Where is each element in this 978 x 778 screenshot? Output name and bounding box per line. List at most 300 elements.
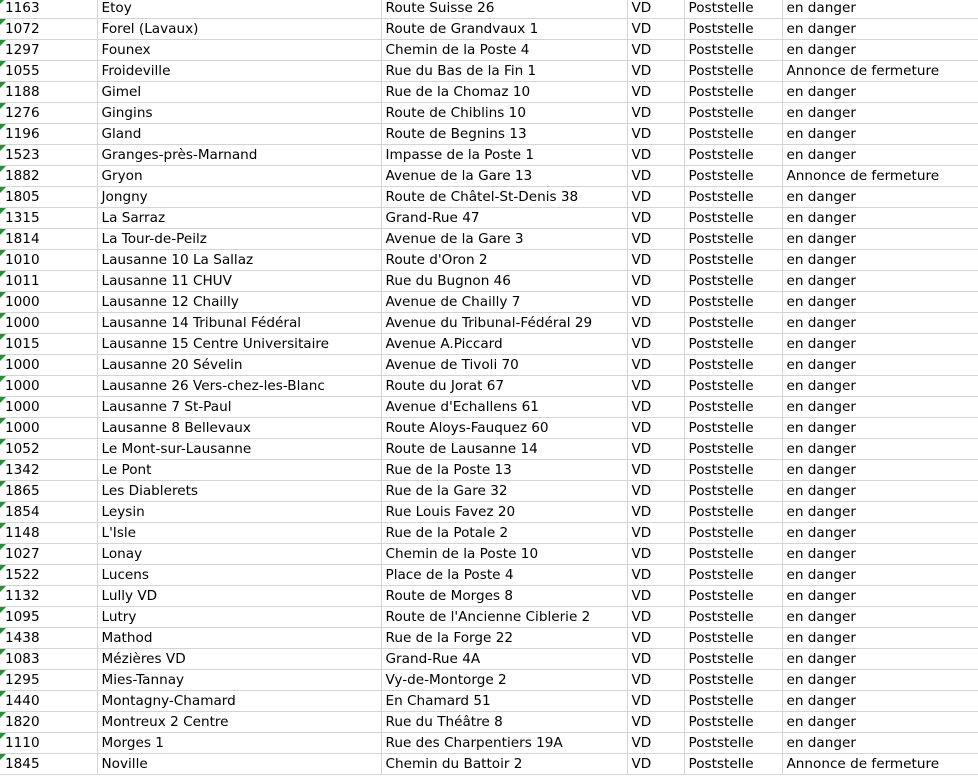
cell-address[interactable]: Avenue de Chailly 7 — [381, 292, 627, 313]
cell-canton[interactable]: VD — [627, 523, 684, 544]
cell-locality[interactable]: Montreux 2 Centre — [97, 712, 381, 733]
cell-type[interactable]: Poststelle — [684, 271, 782, 292]
cell-locality[interactable]: Lausanne 26 Vers-chez-les-Blanc — [97, 376, 381, 397]
table-row — [0, 208, 978, 229]
cell-locality[interactable]: Le Pont — [97, 460, 381, 481]
table-row — [0, 124, 978, 145]
table-row — [0, 271, 978, 292]
cell-locality[interactable]: Mathod — [97, 628, 381, 649]
cell-status[interactable]: en danger — [782, 544, 978, 565]
cell-type[interactable]: Poststelle — [684, 439, 782, 460]
table-row — [0, 376, 978, 397]
cell-address[interactable]: Chemin de la Poste 4 — [381, 40, 627, 61]
cell-npa[interactable] — [0, 460, 97, 481]
cell-locality[interactable]: Lausanne 11 CHUV — [97, 271, 381, 292]
cell-text: 1055 — [5, 63, 40, 79]
cell-locality[interactable]: Mies-Tannay — [97, 670, 381, 691]
cell-address[interactable]: Rue du Bugnon 46 — [381, 271, 627, 292]
cell-locality[interactable]: Lonay — [97, 544, 381, 565]
table-row — [0, 628, 978, 649]
cell-locality[interactable]: Granges-près-Marnand — [97, 145, 381, 166]
cell-canton[interactable]: VD — [627, 460, 684, 481]
cell-npa[interactable] — [0, 502, 97, 523]
cell-address[interactable]: Rue de la Potale 2 — [381, 523, 627, 544]
cell-status[interactable]: en danger — [782, 103, 978, 124]
cell-npa[interactable] — [0, 292, 97, 313]
number-as-text-flag-icon — [0, 754, 6, 760]
number-as-text-flag-icon — [0, 208, 6, 214]
cell-npa[interactable] — [0, 628, 97, 649]
cell-text: 1011 — [5, 273, 40, 289]
cell-address[interactable]: Avenue d'Echallens 61 — [381, 397, 627, 418]
cell-status[interactable]: en danger — [782, 628, 978, 649]
cell-npa[interactable] — [0, 565, 97, 586]
cell-locality[interactable]: L'Isle — [97, 523, 381, 544]
cell-status[interactable]: en danger — [782, 145, 978, 166]
cell-status[interactable]: en danger — [782, 502, 978, 523]
table-row — [0, 334, 978, 355]
table-row — [0, 397, 978, 418]
cell-canton[interactable]: VD — [627, 19, 684, 40]
cell-canton[interactable]: VD — [627, 103, 684, 124]
number-as-text-flag-icon — [0, 82, 6, 88]
number-as-text-flag-icon — [0, 103, 6, 109]
cell-status[interactable]: en danger — [782, 292, 978, 313]
cell-type[interactable]: Poststelle — [684, 754, 782, 775]
cell-npa[interactable] — [0, 103, 97, 124]
cell-type[interactable]: Poststelle — [684, 460, 782, 481]
cell-locality[interactable]: Jongny — [97, 187, 381, 208]
cell-canton[interactable]: VD — [627, 607, 684, 628]
number-as-text-flag-icon — [0, 355, 6, 361]
cell-locality[interactable]: Mézières VD — [97, 649, 381, 670]
number-as-text-flag-icon — [0, 670, 6, 676]
cell-address[interactable]: Route de Chiblins 10 — [381, 103, 627, 124]
cell-text: 1000 — [5, 420, 40, 436]
cell-type[interactable]: Poststelle — [684, 166, 782, 187]
cell-canton[interactable]: VD — [627, 712, 684, 733]
cell-npa[interactable] — [0, 334, 97, 355]
cell-locality[interactable]: Gingins — [97, 103, 381, 124]
cell-type[interactable]: Poststelle — [684, 649, 782, 670]
cell-canton[interactable]: VD — [627, 481, 684, 502]
cell-status[interactable]: en danger — [782, 187, 978, 208]
cell-status[interactable]: en danger — [782, 586, 978, 607]
cell-text: 1854 — [5, 504, 40, 520]
cell-text: 1163 — [5, 0, 40, 16]
cell-canton[interactable]: VD — [627, 124, 684, 145]
cell-locality[interactable]: Lutry — [97, 607, 381, 628]
cell-type[interactable]: Poststelle — [684, 565, 782, 586]
cell-status[interactable]: en danger — [782, 229, 978, 250]
cell-text: 1440 — [5, 693, 40, 709]
cell-npa[interactable] — [0, 40, 97, 61]
cell-canton[interactable]: VD — [627, 544, 684, 565]
cell-type[interactable]: Poststelle — [684, 103, 782, 124]
cell-address[interactable]: Route Suisse 26 — [381, 0, 627, 19]
table-row — [0, 712, 978, 733]
cell-address[interactable]: Route de Morges 8 — [381, 586, 627, 607]
cell-status[interactable]: Annonce de fermeture — [782, 61, 978, 82]
cell-locality[interactable]: Le Mont-sur-Lausanne — [97, 439, 381, 460]
cell-address[interactable]: Avenue de la Gare 3 — [381, 229, 627, 250]
cell-status[interactable]: Annonce de fermeture — [782, 754, 978, 775]
cell-locality[interactable]: Lully VD — [97, 586, 381, 607]
table-row — [0, 145, 978, 166]
cell-npa[interactable] — [0, 145, 97, 166]
table-row — [0, 40, 978, 61]
cell-canton[interactable]: VD — [627, 229, 684, 250]
cell-canton[interactable]: VD — [627, 586, 684, 607]
cell-canton[interactable]: VD — [627, 145, 684, 166]
cell-npa[interactable] — [0, 61, 97, 82]
cell-canton[interactable]: VD — [627, 82, 684, 103]
cell-canton[interactable]: VD — [627, 166, 684, 187]
cell-type[interactable]: Poststelle — [684, 145, 782, 166]
number-as-text-flag-icon — [0, 61, 6, 67]
cell-npa[interactable] — [0, 691, 97, 712]
cell-status[interactable]: en danger — [782, 691, 978, 712]
cell-npa[interactable] — [0, 607, 97, 628]
table-row — [0, 103, 978, 124]
table-row — [0, 754, 978, 775]
number-as-text-flag-icon — [0, 544, 6, 550]
cell-type[interactable]: Poststelle — [684, 691, 782, 712]
cell-status[interactable]: en danger — [782, 355, 978, 376]
cell-type[interactable]: Poststelle — [684, 208, 782, 229]
cell-type[interactable]: Poststelle — [684, 250, 782, 271]
cell-status[interactable]: en danger — [782, 334, 978, 355]
cell-type[interactable]: Poststelle — [684, 124, 782, 145]
cell-npa[interactable] — [0, 250, 97, 271]
cell-status[interactable]: en danger — [782, 712, 978, 733]
cell-status[interactable]: en danger — [782, 439, 978, 460]
cell-npa[interactable] — [0, 586, 97, 607]
cell-npa[interactable] — [0, 166, 97, 187]
cell-address[interactable]: Rue du Théâtre 8 — [381, 712, 627, 733]
cell-text: 1188 — [5, 84, 40, 100]
number-as-text-flag-icon — [0, 418, 6, 424]
cell-locality[interactable]: La Sarraz — [97, 208, 381, 229]
cell-npa[interactable] — [0, 271, 97, 292]
cell-status[interactable]: en danger — [782, 82, 978, 103]
cell-type[interactable]: Poststelle — [684, 355, 782, 376]
cell-canton[interactable]: VD — [627, 292, 684, 313]
cell-canton[interactable]: VD — [627, 313, 684, 334]
cell-canton[interactable]: VD — [627, 565, 684, 586]
table-row — [0, 187, 978, 208]
cell-text: 1814 — [5, 231, 40, 247]
cell-address[interactable]: Rue du Bas de la Fin 1 — [381, 61, 627, 82]
cell-text: 1276 — [5, 105, 40, 121]
cell-type[interactable]: Poststelle — [684, 292, 782, 313]
number-as-text-flag-icon — [0, 19, 6, 25]
cell-text: 1027 — [5, 546, 40, 562]
table-row — [0, 481, 978, 502]
cell-canton[interactable]: VD — [627, 418, 684, 439]
cell-status[interactable]: en danger — [782, 40, 978, 61]
cell-status[interactable]: en danger — [782, 376, 978, 397]
cell-locality[interactable]: Lausanne 8 Bellevaux — [97, 418, 381, 439]
number-as-text-flag-icon — [0, 292, 6, 298]
table-row — [0, 565, 978, 586]
cell-type[interactable]: Poststelle — [684, 334, 782, 355]
cell-canton[interactable]: VD — [627, 691, 684, 712]
cell-locality[interactable]: Froideville — [97, 61, 381, 82]
cell-npa[interactable] — [0, 649, 97, 670]
number-as-text-flag-icon — [0, 607, 6, 613]
cell-text: 1820 — [5, 714, 40, 730]
cell-address[interactable]: Grand-Rue 47 — [381, 208, 627, 229]
cell-text: 1000 — [5, 378, 40, 394]
cell-type[interactable]: Poststelle — [684, 544, 782, 565]
cell-canton[interactable]: VD — [627, 376, 684, 397]
cell-address[interactable]: Chemin du Battoir 2 — [381, 754, 627, 775]
cell-canton[interactable]: VD — [627, 187, 684, 208]
table-row — [0, 586, 978, 607]
cell-type[interactable]: Poststelle — [684, 397, 782, 418]
table-row — [0, 229, 978, 250]
cell-type[interactable]: Poststelle — [684, 607, 782, 628]
cell-text: 1000 — [5, 399, 40, 415]
cell-address[interactable]: Rue de la Chomaz 10 — [381, 82, 627, 103]
cell-locality[interactable]: Noville — [97, 754, 381, 775]
cell-locality[interactable]: Leysin — [97, 502, 381, 523]
cell-type[interactable]: Poststelle — [684, 0, 782, 19]
cell-type[interactable]: Poststelle — [684, 418, 782, 439]
cell-canton[interactable]: VD — [627, 250, 684, 271]
cell-type[interactable]: Poststelle — [684, 313, 782, 334]
cell-npa[interactable] — [0, 544, 97, 565]
cell-canton[interactable]: VD — [627, 40, 684, 61]
cell-status[interactable]: en danger — [782, 0, 978, 19]
cell-locality[interactable]: Les Diablerets — [97, 481, 381, 502]
cell-address[interactable]: Impasse de la Poste 1 — [381, 145, 627, 166]
cell-locality[interactable]: Gland — [97, 124, 381, 145]
cell-address[interactable]: Rue des Charpentiers 19A — [381, 733, 627, 754]
cell-status[interactable]: en danger — [782, 523, 978, 544]
cell-locality[interactable]: Lucens — [97, 565, 381, 586]
cell-npa[interactable] — [0, 124, 97, 145]
cell-address[interactable]: Route de Begnins 13 — [381, 124, 627, 145]
cell-text: 1010 — [5, 252, 40, 268]
table-row — [0, 313, 978, 334]
number-as-text-flag-icon — [0, 229, 6, 235]
cell-type[interactable]: Poststelle — [684, 628, 782, 649]
cell-address[interactable]: Avenue de Tivoli 70 — [381, 355, 627, 376]
cell-locality[interactable]: Lausanne 7 St-Paul — [97, 397, 381, 418]
cell-canton[interactable]: VD — [627, 397, 684, 418]
cell-locality[interactable]: Etoy — [97, 0, 381, 19]
cell-canton[interactable]: VD — [627, 649, 684, 670]
cell-status[interactable]: en danger — [782, 670, 978, 691]
cell-address[interactable]: Avenue du Tribunal-Fédéral 29 — [381, 313, 627, 334]
cell-locality[interactable]: Gryon — [97, 166, 381, 187]
cell-canton[interactable]: VD — [627, 61, 684, 82]
cell-locality[interactable]: Lausanne 14 Tribunal Fédéral — [97, 313, 381, 334]
cell-canton[interactable]: VD — [627, 502, 684, 523]
cell-locality[interactable]: Lausanne 12 Chailly — [97, 292, 381, 313]
cell-status[interactable]: en danger — [782, 313, 978, 334]
number-as-text-flag-icon — [0, 313, 6, 319]
cell-type[interactable]: Poststelle — [684, 712, 782, 733]
cell-address[interactable]: Vy-de-Montorge 2 — [381, 670, 627, 691]
cell-type[interactable]: Poststelle — [684, 586, 782, 607]
cell-canton[interactable]: VD — [627, 208, 684, 229]
cell-text: 1072 — [5, 21, 40, 37]
cell-locality[interactable]: Forel (Lavaux) — [97, 19, 381, 40]
cell-npa[interactable] — [0, 439, 97, 460]
cell-address[interactable]: Rue de la Forge 22 — [381, 628, 627, 649]
cell-address[interactable]: Rue Louis Favez 20 — [381, 502, 627, 523]
cell-text: 1148 — [5, 525, 40, 541]
cell-address[interactable]: Avenue de la Gare 13 — [381, 166, 627, 187]
cell-npa[interactable] — [0, 355, 97, 376]
cell-type[interactable]: Poststelle — [684, 376, 782, 397]
table-row — [0, 166, 978, 187]
cell-locality[interactable]: Founex — [97, 40, 381, 61]
cell-text: 1315 — [5, 210, 40, 226]
cell-locality[interactable]: Lausanne 20 Sévelin — [97, 355, 381, 376]
number-as-text-flag-icon — [0, 691, 6, 697]
cell-text: 1000 — [5, 315, 40, 331]
cell-canton[interactable]: VD — [627, 670, 684, 691]
cell-npa[interactable] — [0, 397, 97, 418]
cell-status[interactable]: en danger — [782, 418, 978, 439]
number-as-text-flag-icon — [0, 733, 6, 739]
cell-address[interactable]: Avenue A.Piccard — [381, 334, 627, 355]
cell-npa[interactable] — [0, 229, 97, 250]
cell-status[interactable]: en danger — [782, 250, 978, 271]
cell-text: 1438 — [5, 630, 40, 646]
cell-status[interactable]: en danger — [782, 271, 978, 292]
cell-canton[interactable]: VD — [627, 355, 684, 376]
cell-type[interactable]: Poststelle — [684, 19, 782, 40]
cell-address[interactable]: Route du Jorat 67 — [381, 376, 627, 397]
cell-canton[interactable]: VD — [627, 754, 684, 775]
cell-npa[interactable] — [0, 19, 97, 40]
cell-status[interactable]: en danger — [782, 607, 978, 628]
cell-address[interactable]: Rue de la Gare 32 — [381, 481, 627, 502]
cell-canton[interactable]: VD — [627, 733, 684, 754]
cell-npa[interactable] — [0, 481, 97, 502]
cell-address[interactable]: Route de Grandvaux 1 — [381, 19, 627, 40]
number-as-text-flag-icon — [0, 502, 6, 508]
cell-address[interactable]: Chemin de la Poste 10 — [381, 544, 627, 565]
cell-type[interactable]: Poststelle — [684, 523, 782, 544]
number-as-text-flag-icon — [0, 628, 6, 634]
cell-canton[interactable]: VD — [627, 439, 684, 460]
cell-locality[interactable]: Morges 1 — [97, 733, 381, 754]
cell-type[interactable]: Poststelle — [684, 502, 782, 523]
cell-status[interactable]: en danger — [782, 649, 978, 670]
number-as-text-flag-icon — [0, 124, 6, 130]
cell-type[interactable]: Poststelle — [684, 40, 782, 61]
cell-type[interactable]: Poststelle — [684, 733, 782, 754]
number-as-text-flag-icon — [0, 271, 6, 277]
cell-npa[interactable] — [0, 0, 97, 19]
cell-address[interactable]: En Chamard 51 — [381, 691, 627, 712]
cell-npa[interactable] — [0, 187, 97, 208]
cell-type[interactable]: Poststelle — [684, 481, 782, 502]
cell-text: 1297 — [5, 42, 40, 58]
cell-type[interactable]: Poststelle — [684, 187, 782, 208]
cell-address[interactable]: Route de Châtel-St-Denis 38 — [381, 187, 627, 208]
cell-status[interactable]: en danger — [782, 19, 978, 40]
cell-address[interactable]: Rue de la Poste 13 — [381, 460, 627, 481]
cell-npa[interactable] — [0, 523, 97, 544]
cell-type[interactable]: Poststelle — [684, 229, 782, 250]
cell-text: 1000 — [5, 357, 40, 373]
table-row — [0, 649, 978, 670]
cell-status[interactable]: en danger — [782, 208, 978, 229]
cell-status[interactable]: en danger — [782, 124, 978, 145]
cell-canton[interactable]: VD — [627, 0, 684, 19]
cell-npa[interactable] — [0, 376, 97, 397]
cell-locality[interactable]: Lausanne 10 La Sallaz — [97, 250, 381, 271]
cell-npa[interactable] — [0, 670, 97, 691]
cell-type[interactable]: Poststelle — [684, 61, 782, 82]
cell-status[interactable]: en danger — [782, 565, 978, 586]
cell-address[interactable]: Grand-Rue 4A — [381, 649, 627, 670]
cell-status[interactable]: en danger — [782, 460, 978, 481]
cell-status[interactable]: en danger — [782, 481, 978, 502]
cell-npa[interactable] — [0, 754, 97, 775]
cell-locality[interactable]: Lausanne 15 Centre Universitaire — [97, 334, 381, 355]
cell-text: 1095 — [5, 609, 40, 625]
cell-npa[interactable] — [0, 208, 97, 229]
cell-text: 1342 — [5, 462, 40, 478]
cell-canton[interactable]: VD — [627, 628, 684, 649]
cell-locality[interactable]: Gimel — [97, 82, 381, 103]
table-row — [0, 61, 978, 82]
cell-address[interactable]: Route d'Oron 2 — [381, 250, 627, 271]
cell-status[interactable]: en danger — [782, 397, 978, 418]
table-row — [0, 607, 978, 628]
cell-npa[interactable] — [0, 82, 97, 103]
cell-text: 1805 — [5, 189, 40, 205]
cell-npa[interactable] — [0, 418, 97, 439]
cell-canton[interactable]: VD — [627, 334, 684, 355]
cell-type[interactable]: Poststelle — [684, 82, 782, 103]
cell-address[interactable]: Place de la Poste 4 — [381, 565, 627, 586]
number-as-text-flag-icon — [0, 166, 6, 172]
table-row — [0, 523, 978, 544]
cell-address[interactable]: Route de l'Ancienne Ciblerie 2 — [381, 607, 627, 628]
cell-text: 1522 — [5, 567, 40, 583]
cell-npa[interactable] — [0, 712, 97, 733]
cell-npa[interactable] — [0, 313, 97, 334]
table-row — [0, 733, 978, 754]
number-as-text-flag-icon — [0, 439, 6, 445]
table-row — [0, 691, 978, 712]
cell-status[interactable]: Annonce de fermeture — [782, 166, 978, 187]
cell-text: 1052 — [5, 441, 40, 457]
cell-text: 1196 — [5, 126, 40, 142]
table-row — [0, 0, 978, 19]
cell-canton[interactable]: VD — [627, 271, 684, 292]
cell-locality[interactable]: La Tour-de-Peilz — [97, 229, 381, 250]
cell-address[interactable]: Route Aloys-Fauquez 60 — [381, 418, 627, 439]
number-as-text-flag-icon — [0, 40, 6, 46]
table-row — [0, 355, 978, 376]
cell-locality[interactable]: Montagny-Chamard — [97, 691, 381, 712]
cell-status[interactable]: en danger — [782, 733, 978, 754]
cell-address[interactable]: Route de Lausanne 14 — [381, 439, 627, 460]
cell-type[interactable]: Poststelle — [684, 670, 782, 691]
cell-text: 1865 — [5, 483, 40, 499]
cell-npa[interactable] — [0, 733, 97, 754]
